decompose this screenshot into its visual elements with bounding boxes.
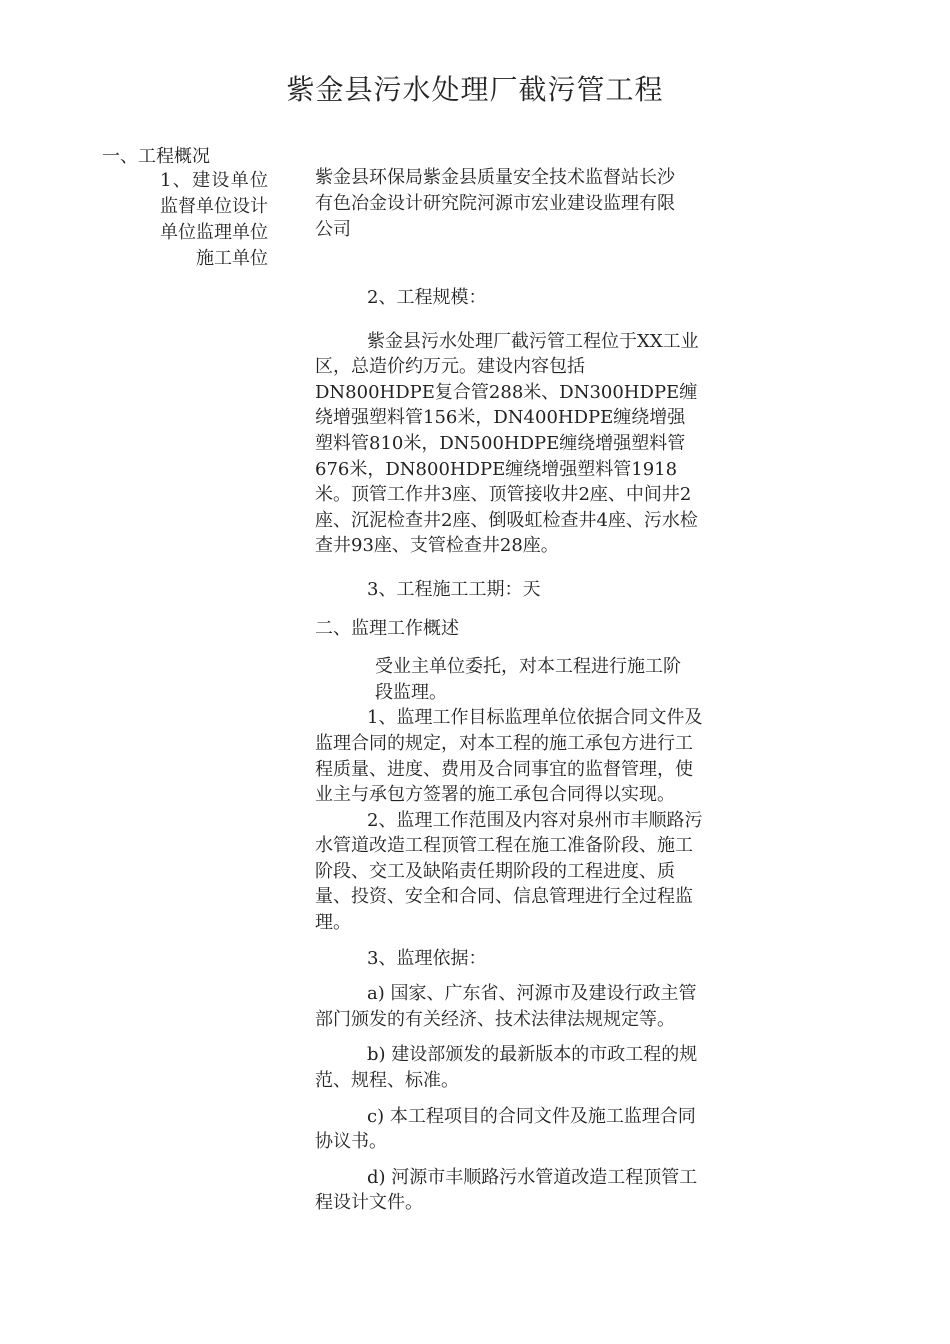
basis-item-b: b) 建设部颁发的最新版本的市政工程的规范、规程、标准。	[315, 1044, 698, 1092]
main-column	[315, 285, 703, 1216]
scale-heading: 2、工程规模：	[367, 287, 487, 308]
document-title: 紫金县污水处理厂截污管工程	[286, 73, 664, 106]
basis-heading: 3、监理依据：	[367, 947, 487, 969]
delegate-text: 受业主单位委托，对本工程进行施工阶段监理。	[375, 656, 681, 703]
period-text: 3、工程施工工期：天	[367, 578, 541, 600]
basis-item-d: d) 河源市丰顺路污水管道改造工程顶管工程设计文件。	[315, 1166, 698, 1214]
scale-text: 紫金县污水处理厂截污管工程位于XX工业区，总造价约万元。建设内容包括DN800HDPE复合管288米、DN300HDPE缠绕增强塑料管156米，DN400HDPE缠绕增强塑料管810米，DN500HDPE缠绕增强塑料管676米，DN800HDPE缠绕增强塑料管1918米。顶管工作井3座、顶管接收井2座、中间井2座、沉泥检查井2座、倒吸虹检查井4座、污水检查井93座、支管检查井28座。	[315, 330, 699, 557]
section-heading-overview: 一、工程概况	[102, 146, 210, 167]
basis-item-c: c) 本工程项目的合同文件及施工监理合同协议书。	[315, 1105, 696, 1153]
goal-text: 1、监理工作目标监理单位依据合同文件及监理合同的规定，对本工程的施工承包方进行工程质量、进度、费用及合同事宜的监督管理，使业主与承包方签署的施工承包合同得以实现。	[315, 707, 703, 806]
scope-text: 2、监理工作范围及内容对泉州市丰顺路污水管道改造工程顶管工程在施工准备阶段、施工阶段、交工及缺陷责任期阶段的工程进度、质量、投资、安全和合同、信息管理进行全过程监理。	[315, 809, 703, 934]
section-heading-supervision: 二、监理工作概述	[315, 617, 459, 639]
basis-item-a: a) 国家、广东省、河源市及建设行政主管部门颁发的有关经济、技术法律法规规定等。	[315, 983, 697, 1030]
units-text: 紫金县环保局紫金县质量安全技术监督站长沙有色冶金设计研究院河源市宏业建设监理有限公司	[315, 167, 675, 240]
units-label: 1、建设单位监督单位设计单位监理单位施工单位	[160, 170, 268, 269]
